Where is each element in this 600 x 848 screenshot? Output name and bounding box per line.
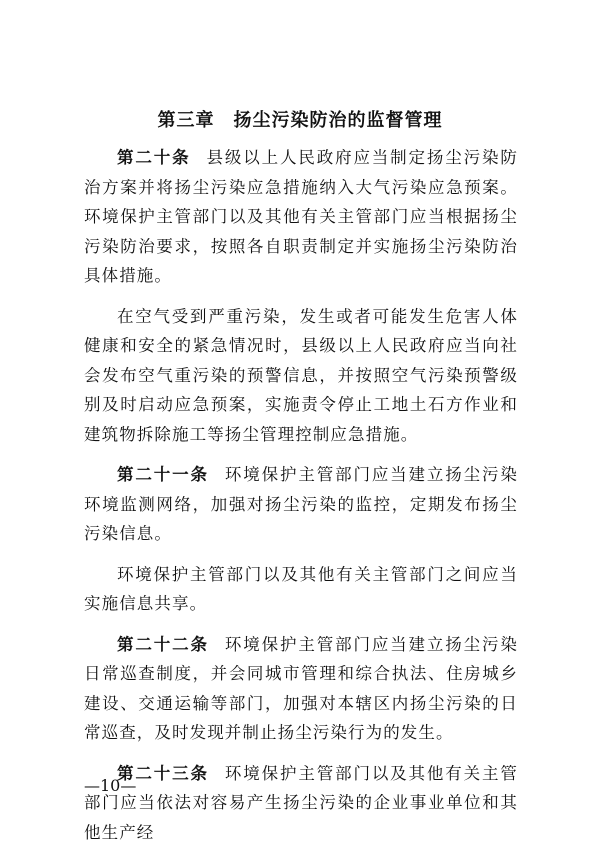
- article-23-paragraph: [84, 759, 518, 848]
- article-22-label: 第二十二条: [117, 634, 209, 654]
- article-21-label: 第二十一条: [117, 465, 209, 484]
- article-21-paragraph: [84, 460, 518, 549]
- article-21-text-2: 环境保护主管部门以及其他有关主管部门之间应当实施信息共享。: [84, 564, 518, 613]
- article-21-paragraph-2: [84, 560, 518, 619]
- article-20-paragraph-2: [84, 302, 518, 450]
- article-23-text: 环境保护主管部门以及其他有关主管部门应当依法对容易产生扬尘污染的企业事业单位和其他生产经: [84, 763, 519, 842]
- chapter-title: 第三章 扬尘污染防治的监督管理: [157, 110, 443, 131]
- document-body: [84, 143, 518, 847]
- article-22-paragraph: [84, 630, 518, 748]
- article-20-text: 县级以上人民政府应当制定扬尘污染防治方案并将扬尘污染应急措施纳入大气污染应急预案。环境保护主管部门以及其他有关主管部门应当根据扬尘污染防治要求，按照各自职责制定并实施扬尘污染防治具体措施。: [84, 148, 518, 285]
- page-number: —10—: [84, 776, 137, 795]
- article-20-text-2: 在空气受到严重污染，发生或者可能发生危害人体健康和安全的紧急情况时，县级以上人民政府应当向社会发布空气重污染的预警信息，并按照空气污染预警级别及时启动应急预案，实施责令停止工地土石方作业和建筑物拆除施工等扬尘管理控制应急措施。: [84, 306, 518, 444]
- article-21-text: 环境保护主管部门应当建立扬尘污染环境监测网络，加强对扬尘污染的监控，定期发布扬尘污染信息。: [84, 465, 519, 543]
- article-23-label: 第二十三条: [117, 763, 209, 783]
- article-20-paragraph: [84, 143, 518, 291]
- article-22-text: 环境保护主管部门应当建立扬尘污染日常巡查制度，并会同城市管理和综合执法、住房城乡建设、交通运输等部门，加强对本辖区内扬尘污染的日常巡查，及时发现并制止扬尘污染行为的发生。: [84, 634, 519, 742]
- article-20-label: 第二十条: [117, 148, 191, 167]
